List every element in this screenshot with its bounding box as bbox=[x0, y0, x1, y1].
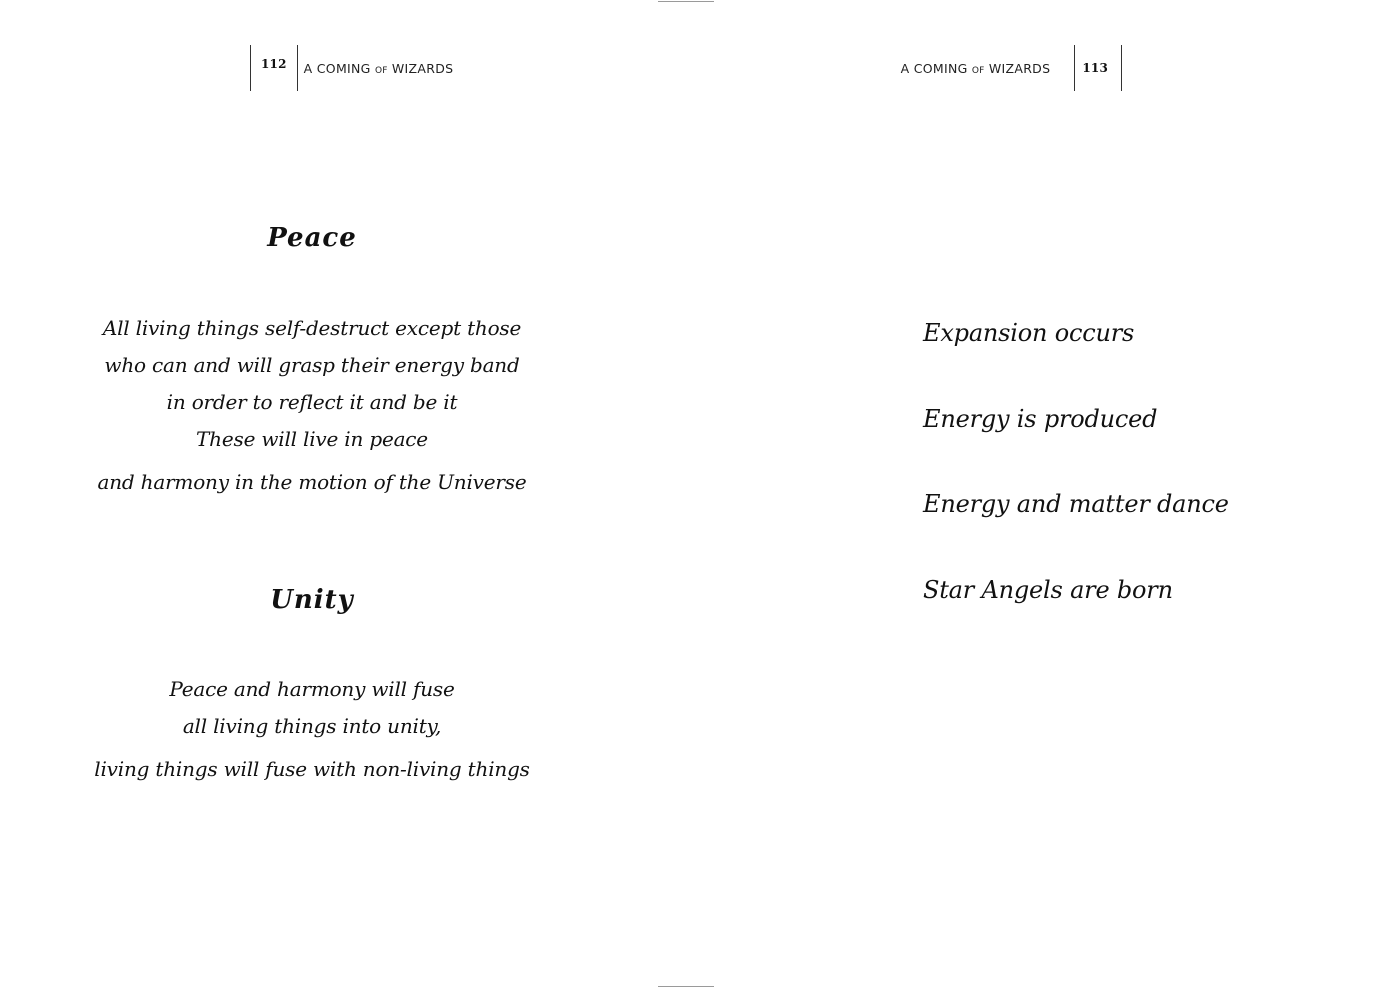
poem-line: all living things into unity, bbox=[182, 714, 442, 738]
poem-line: All living things self-destruct except those bbox=[102, 316, 522, 340]
running-title-part: WIZARDS bbox=[387, 60, 454, 76]
verse-line: Expansion occurs bbox=[923, 319, 1135, 347]
poem-line: in order to reflect it and be it bbox=[166, 390, 458, 414]
running-title-part: OF bbox=[971, 65, 985, 76]
verse-line: Energy is produced bbox=[923, 405, 1158, 433]
poem-line: and harmony in the motion of the Universe bbox=[97, 470, 527, 494]
page-number: 113 bbox=[1082, 61, 1108, 75]
running-title-part: WIZARDS bbox=[984, 60, 1051, 76]
running-title-part: A COMING bbox=[900, 60, 972, 76]
poem-line: who can and will grasp their energy band bbox=[104, 353, 520, 377]
running-title-part: OF bbox=[374, 65, 388, 76]
poem-line: living things will fuse with non-living things bbox=[94, 757, 530, 781]
running-title bbox=[304, 61, 454, 76]
right-running-header bbox=[901, 45, 1122, 91]
verse-line: Star Angels are born bbox=[923, 576, 1173, 604]
poem-stanza-unity bbox=[2, 671, 622, 788]
header-rule bbox=[1121, 45, 1122, 91]
left-running-header bbox=[250, 45, 453, 91]
poem-stanza-peace bbox=[2, 310, 622, 501]
header-rule bbox=[297, 45, 298, 91]
running-title bbox=[901, 61, 1051, 76]
header-rule bbox=[250, 45, 251, 91]
right-page bbox=[687, 0, 1374, 991]
poem-line: These will live in peace bbox=[196, 427, 428, 451]
poem-heading-unity: Unity bbox=[270, 585, 354, 615]
running-title-part: A COMING bbox=[303, 60, 375, 76]
poem-line: Peace and harmony will fuse bbox=[169, 677, 455, 701]
poem-heading-peace: Peace bbox=[267, 223, 357, 253]
page-number: 112 bbox=[261, 57, 287, 71]
verse-line: Energy and matter dance bbox=[923, 490, 1229, 518]
header-rule bbox=[1074, 45, 1075, 91]
